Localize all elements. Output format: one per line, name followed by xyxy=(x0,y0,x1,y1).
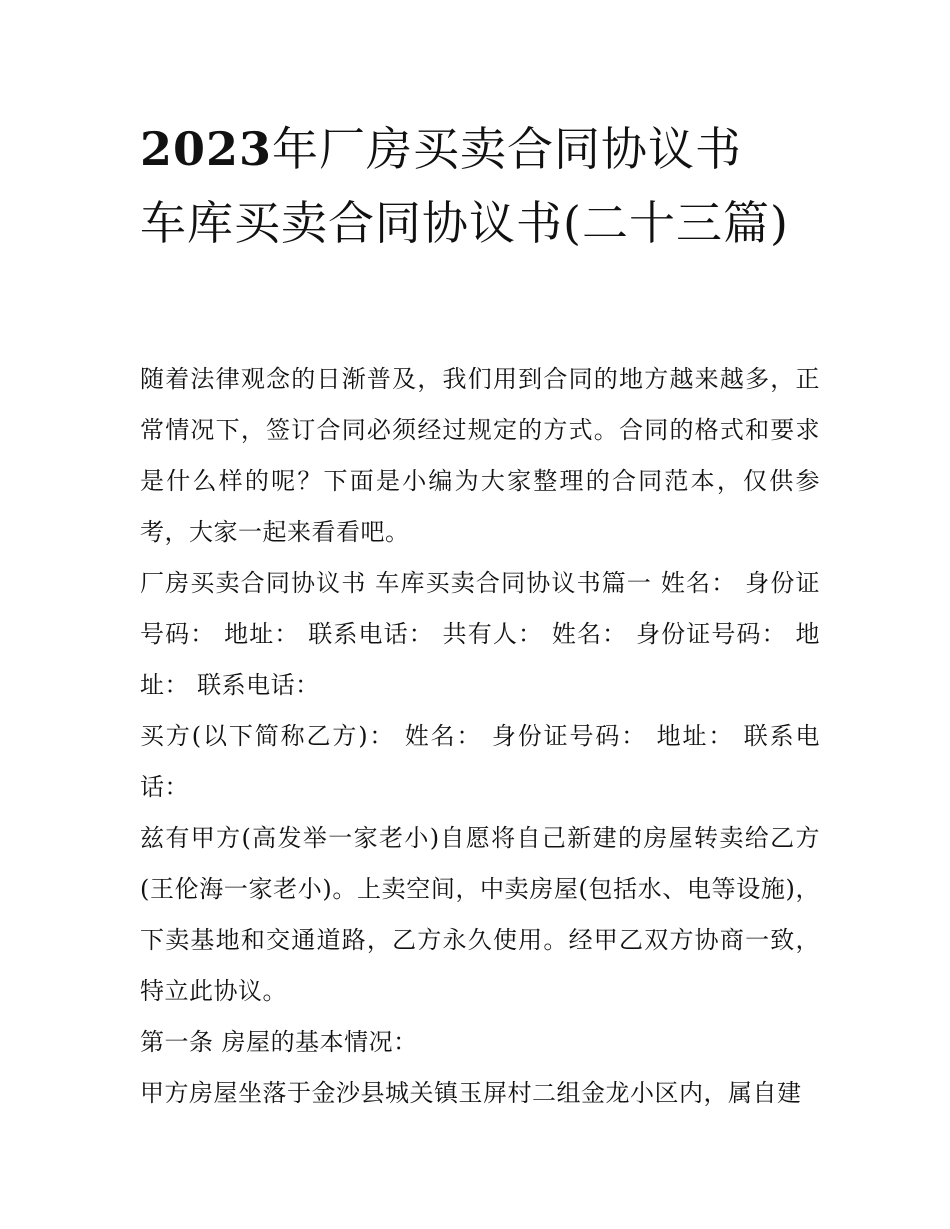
title-year: 2023 xyxy=(140,122,273,176)
agreement-paragraph: 兹有甲方(高发举一家老小)自愿将自己新建的房屋转卖给乙方(王伦海一家老小)。上卖空间，中卖房屋(包括水、电等设施)，下卖基地和交通道路，乙方永久使用。经甲乙双方协商一致，特立此协议。 xyxy=(140,824,820,1005)
title-text: 年厂房买卖合同协议书 车库买卖合同协议书(二十三篇) xyxy=(140,122,789,250)
buyer-info-paragraph: 买方(以下简称乙方)： 姓名： 身份证号码： 地址： 联系电话： xyxy=(140,722,820,801)
document-title xyxy=(140,112,800,260)
seller-info-paragraph: 厂房买卖合同协议书 车库买卖合同协议书篇一 姓名： 身份证号码： 地址： 联系电话： 共有人： 姓名： 身份证号码： 地址： 联系电话： xyxy=(140,569,820,699)
article-one-heading: 第一条 房屋的基本情况： xyxy=(140,1028,418,1056)
property-location-paragraph: 甲方房屋坐落于金沙县城关镇玉屏村二组金龙小区内，属自建 xyxy=(140,1079,802,1107)
document-body xyxy=(140,354,820,1119)
intro-paragraph: 随着法律观念的日渐普及，我们用到合同的地方越来越多，正常情况下，签订合同必须经过规定的方式。合同的格式和要求是什么样的呢？下面是小编为大家整理的合同范本，仅供参考，大家一起来看看吧。 xyxy=(140,365,820,546)
